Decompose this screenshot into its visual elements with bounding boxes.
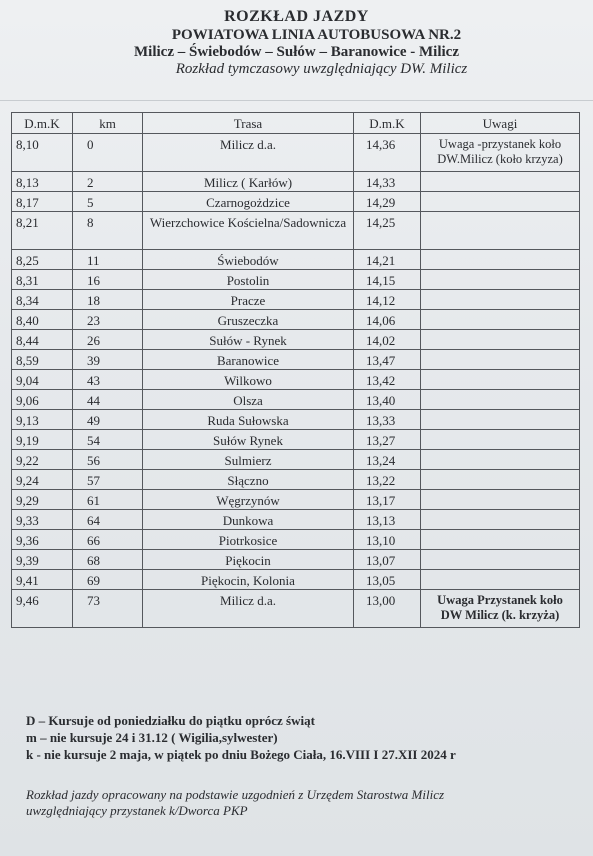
departure-time-cell: 8,59 (12, 350, 73, 370)
km-cell: 8 (73, 212, 143, 250)
line-name: POWIATOWA LINIA AUTOBUSOWA NR.2 (171, 27, 462, 43)
col-header-route: Trasa (143, 113, 354, 134)
return-time-cell: 13,33 (354, 410, 421, 430)
km-cell: 5 (73, 192, 143, 212)
note-cell (421, 370, 580, 390)
table-row (12, 410, 580, 430)
note-cell (421, 530, 580, 550)
note-cell: Uwaga -przystanek koło DW.Milicz (koło krzyza) (421, 134, 580, 172)
stop-name-cell: Piotrkosice (143, 530, 354, 550)
stop-name-cell: Milicz d.a. (143, 590, 354, 628)
note-cell (421, 250, 580, 270)
table-row (12, 390, 580, 410)
note-cell (421, 390, 580, 410)
km-cell: 68 (73, 550, 143, 570)
col-header-notes: Uwagi (421, 113, 580, 134)
return-time-cell: 13,00 (354, 590, 421, 628)
table-row (12, 450, 580, 470)
legend-d: D – Kursuje od poniedziałku do piątku oprócz świąt (26, 713, 315, 728)
table-row (12, 290, 580, 310)
stop-name-cell: Pracze (143, 290, 354, 310)
note-cell (421, 212, 580, 250)
stop-name-cell: Słączno (143, 470, 354, 490)
return-time-cell: 13,27 (354, 430, 421, 450)
table-row (12, 350, 580, 370)
route-name: Milicz – Świebodów – Sułów – Baranowice - Milicz (134, 44, 459, 60)
legend-k: k - nie kursuje 2 maja, w piątek po dniu Bożego Ciała, 16.VIII I 27.XII 2024 r (26, 747, 456, 762)
stop-name-cell: Postolin (143, 270, 354, 290)
return-time-cell: 13,10 (354, 530, 421, 550)
return-time-cell: 14,12 (354, 290, 421, 310)
stop-name-cell: Węgrzynów (143, 490, 354, 510)
table-row (12, 310, 580, 330)
return-time-cell: 13,24 (354, 450, 421, 470)
km-cell: 64 (73, 510, 143, 530)
departure-time-cell: 8,34 (12, 290, 73, 310)
km-cell: 2 (73, 172, 143, 192)
stop-name-cell: Baranowice (143, 350, 354, 370)
return-time-cell: 13,13 (354, 510, 421, 530)
return-time-cell: 14,15 (354, 270, 421, 290)
note-cell (421, 192, 580, 212)
km-cell: 54 (73, 430, 143, 450)
note-cell (421, 350, 580, 370)
note-cell (421, 290, 580, 310)
info-line-2: uwzględniający przystanek k/Dworca PKP (26, 803, 248, 818)
stop-name-cell: Świebodów (143, 250, 354, 270)
return-time-cell: 14,02 (354, 330, 421, 350)
note-cell (421, 450, 580, 470)
table-row (12, 370, 580, 390)
return-time-cell: 14,21 (354, 250, 421, 270)
subtitle: Rozkład tymczasowy uwzględniający DW. Milicz (175, 61, 468, 77)
departure-time-cell: 9,06 (12, 390, 73, 410)
km-cell: 56 (73, 450, 143, 470)
km-cell: 66 (73, 530, 143, 550)
km-cell: 61 (73, 490, 143, 510)
departure-time-cell: 8,25 (12, 250, 73, 270)
table-row (12, 570, 580, 590)
legend (26, 712, 456, 763)
km-cell: 73 (73, 590, 143, 628)
timetable-table (11, 112, 580, 628)
table-row (12, 172, 580, 192)
stop-name-cell: Wierzchowice Kościelna/Sadownicza (143, 212, 354, 250)
table-row (12, 250, 580, 270)
header (0, 8, 593, 78)
return-time-cell: 13,40 (354, 390, 421, 410)
departure-time-cell: 9,36 (12, 530, 73, 550)
table-row (12, 430, 580, 450)
km-cell: 0 (73, 134, 143, 172)
table-row (12, 590, 580, 628)
note-cell (421, 490, 580, 510)
departure-time-cell: 9,24 (12, 470, 73, 490)
return-time-cell: 13,07 (354, 550, 421, 570)
departure-time-cell: 9,13 (12, 410, 73, 430)
departure-time-cell: 8,31 (12, 270, 73, 290)
return-time-cell: 13,22 (354, 470, 421, 490)
return-time-cell: 13,42 (354, 370, 421, 390)
table-row (12, 134, 580, 172)
stop-name-cell: Piękocin, Kolonia (143, 570, 354, 590)
note-cell (421, 550, 580, 570)
return-time-cell: 13,05 (354, 570, 421, 590)
return-time-cell: 14,33 (354, 172, 421, 192)
km-cell: 18 (73, 290, 143, 310)
km-cell: 23 (73, 310, 143, 330)
departure-time-cell: 9,39 (12, 550, 73, 570)
note-cell (421, 410, 580, 430)
table-row (12, 470, 580, 490)
stop-name-cell: Gruszeczka (143, 310, 354, 330)
return-time-cell: 14,29 (354, 192, 421, 212)
return-time-cell: 14,25 (354, 212, 421, 250)
stop-name-cell: Dunkowa (143, 510, 354, 530)
return-time-cell: 13,17 (354, 490, 421, 510)
stop-name-cell: Piękocin (143, 550, 354, 570)
note-cell (421, 330, 580, 350)
table-row (12, 490, 580, 510)
note-cell (421, 510, 580, 530)
stop-name-cell: Olsza (143, 390, 354, 410)
departure-time-cell: 9,33 (12, 510, 73, 530)
return-time-cell: 13,47 (354, 350, 421, 370)
km-cell: 16 (73, 270, 143, 290)
note-cell (421, 570, 580, 590)
col-header-km: km (73, 113, 143, 134)
table-row (12, 192, 580, 212)
info-note (26, 787, 444, 819)
departure-time-cell: 8,13 (12, 172, 73, 192)
table-header-row (12, 113, 580, 134)
stop-name-cell: Sułów - Rynek (143, 330, 354, 350)
note-cell (421, 172, 580, 192)
stop-name-cell: Czarnogożdzice (143, 192, 354, 212)
note-cell (421, 270, 580, 290)
page-title: ROZKŁAD JAZDY (224, 8, 369, 25)
km-cell: 44 (73, 390, 143, 410)
departure-time-cell: 8,10 (12, 134, 73, 172)
departure-time-cell: 8,17 (12, 192, 73, 212)
stop-name-cell: Ruda Sułowska (143, 410, 354, 430)
departure-time-cell: 9,04 (12, 370, 73, 390)
departure-time-cell: 9,41 (12, 570, 73, 590)
paper-fold (0, 100, 593, 101)
departure-time-cell: 9,46 (12, 590, 73, 628)
table-row (12, 530, 580, 550)
table-row (12, 212, 580, 250)
departure-time-cell: 9,22 (12, 450, 73, 470)
note-cell (421, 430, 580, 450)
departure-time-cell: 8,21 (12, 212, 73, 250)
stop-name-cell: Sułów Rynek (143, 430, 354, 450)
km-cell: 26 (73, 330, 143, 350)
return-time-cell: 14,06 (354, 310, 421, 330)
departure-time-cell: 8,40 (12, 310, 73, 330)
note-cell: Uwaga Przystanek koło DW Milicz (k. krzyża) (421, 590, 580, 628)
table-row (12, 330, 580, 350)
info-line-1: Rozkład jazdy opracowany na podstawie uzgodnień z Urzędem Starostwa Milicz (26, 787, 445, 802)
stop-name-cell: Milicz d.a. (143, 134, 354, 172)
departure-time-cell: 8,44 (12, 330, 73, 350)
departure-time-cell: 9,29 (12, 490, 73, 510)
stop-name-cell: Milicz ( Karłów) (143, 172, 354, 192)
note-cell (421, 310, 580, 330)
km-cell: 39 (73, 350, 143, 370)
km-cell: 43 (73, 370, 143, 390)
note-cell (421, 470, 580, 490)
table-row (12, 270, 580, 290)
table-row (12, 510, 580, 530)
km-cell: 49 (73, 410, 143, 430)
km-cell: 69 (73, 570, 143, 590)
col-header-departure: D.m.K (12, 113, 73, 134)
km-cell: 11 (73, 250, 143, 270)
legend-m: m – nie kursuje 24 i 31.12 ( Wigilia,sylwester) (26, 730, 278, 745)
return-time-cell: 14,36 (354, 134, 421, 172)
stop-name-cell: Sulmierz (143, 450, 354, 470)
col-header-return: D.m.K (354, 113, 421, 134)
departure-time-cell: 9,19 (12, 430, 73, 450)
table-row (12, 550, 580, 570)
stop-name-cell: Wilkowo (143, 370, 354, 390)
km-cell: 57 (73, 470, 143, 490)
